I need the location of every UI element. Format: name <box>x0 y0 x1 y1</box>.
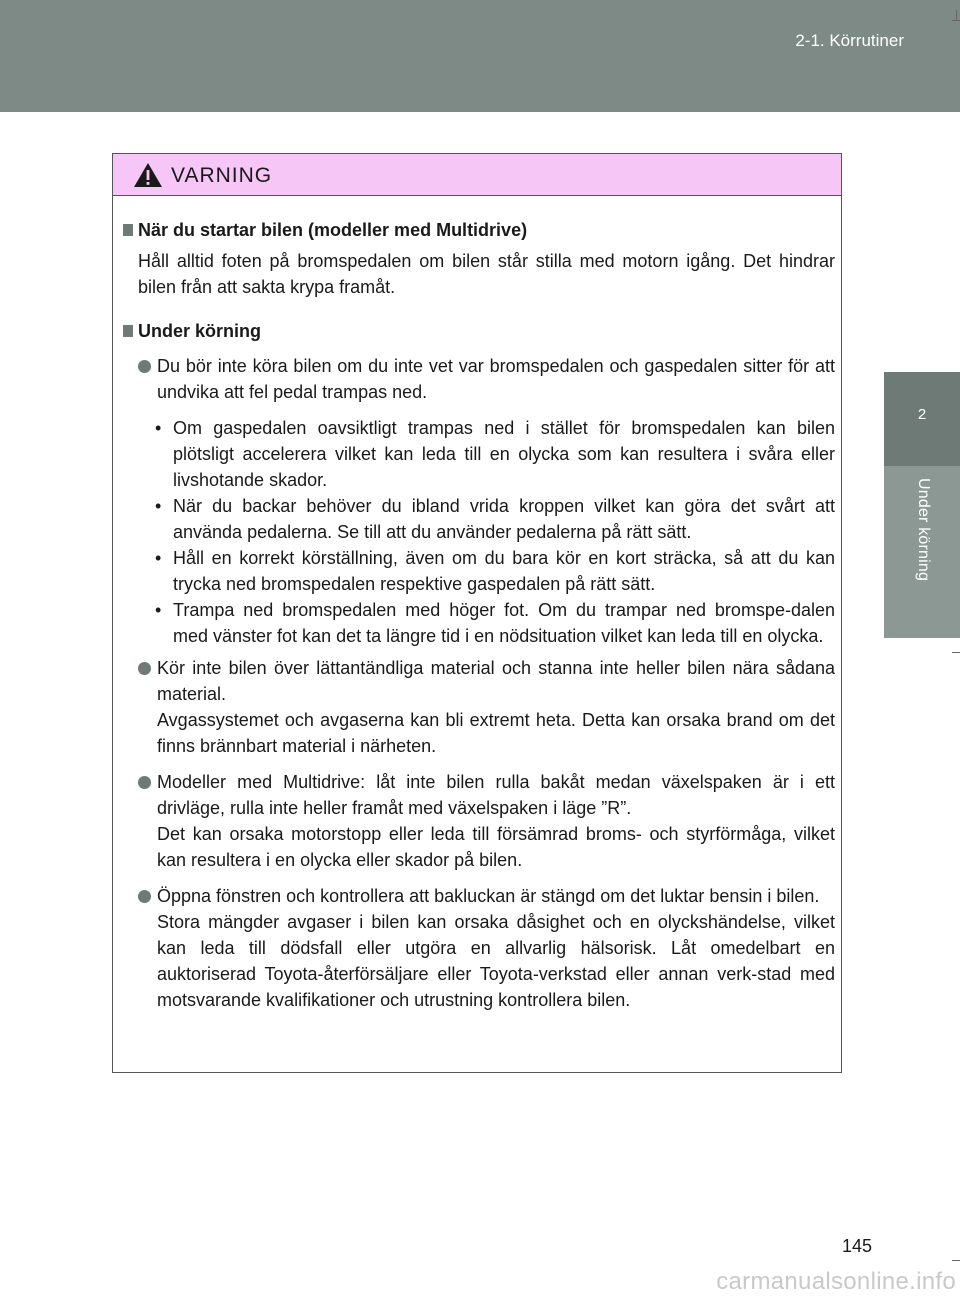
list-item-text: Modeller med Multidrive: låt inte bilen rulla bakåt medan växelspaken är i ett drivläge, rulla inte heller framåt med växelspaken i läge ”R”. <box>157 772 835 818</box>
crop-mark <box>952 1260 960 1261</box>
sub-bullet-icon: • <box>155 548 162 568</box>
sub-bullet-icon: • <box>155 600 162 620</box>
round-bullet-icon <box>138 662 151 675</box>
sub-list-item-text: Håll en korrekt körställning, även om du bara kör en kort sträcka, så att du kan trycka ned bromspedalen respektive gaspedalen på rätt sätt. <box>173 548 835 594</box>
section-heading <box>123 218 835 242</box>
list-item <box>123 883 835 1013</box>
sub-list-item-text: Trampa ned bromspedalen med höger fot. Om du trampar ned bromspe-dalen med vänster fot kan det ta längre tid i en nödsituation vilket kan leda till en olycka. <box>173 600 835 646</box>
round-bullet-icon <box>138 890 151 903</box>
list-item-text: Det kan orsaka motorstopp eller leda till försämrad broms- och styrförmåga, vilket kan resultera i en olycka eller skador på bilen. <box>157 824 835 870</box>
list-item <box>123 769 835 873</box>
section-heading-text: Under körning <box>138 321 262 341</box>
square-bullet-icon <box>123 224 133 236</box>
round-bullet-icon <box>138 360 151 373</box>
watermark: carmanualsonline.info <box>716 1268 956 1295</box>
sub-list-item <box>123 415 835 493</box>
warning-title: VARNING <box>171 164 273 187</box>
warning-header <box>113 154 841 196</box>
warning-box <box>112 153 842 1073</box>
round-bullet-icon <box>138 776 151 789</box>
chapter-section-title: 2-1. Körrutiner <box>795 31 904 50</box>
sub-list-item-text: När du backar behöver du ibland vrida kroppen vilket kan göra det svårt att använda pedalerna. Se till att du använder pedalerna på rätt sätt. <box>173 496 835 542</box>
list-item-text: Du bör inte köra bilen om du inte vet var bromspedalen och gaspedalen sitter för att undvika att fel pedal trampas ned. <box>157 356 835 402</box>
sub-bullet-icon: • <box>155 496 162 516</box>
section-starting <box>123 218 835 300</box>
list-item-text: Stora mängder avgaser i bilen kan orsaka dåsighet och en olyckshändelse, vilket kan leda till dödsfall eller utgöra en allvarlig hälsorisk. Låt omedelbart en auktoriserad Toyota-återförsäljare eller Toyota-verkstad eller annan verk-stad med motsvarande kvalifikationer och utrustning kontrollera bilen. <box>157 912 835 1010</box>
list-item <box>123 353 835 405</box>
list-item-text: Kör inte bilen över lättantändliga material och stanna inte heller bilen nära sådana material. <box>157 658 835 704</box>
section-driving <box>123 319 835 1013</box>
chapter-label: Under körning <box>915 478 932 582</box>
header-bar <box>0 0 960 112</box>
sub-list-item <box>123 545 835 597</box>
sub-bullet-icon: • <box>155 418 162 438</box>
chapter-tab-label-area <box>884 466 960 638</box>
warning-triangle-icon <box>133 162 163 188</box>
paragraph: Håll alltid foten på bromspedalen om bilen står stilla med motorn igång. Det hindrar bilen från att sakta krypa framåt. <box>138 251 835 297</box>
crop-mark <box>952 652 960 653</box>
list-item-text: Öppna fönstren och kontrollera att bakluckan är stängd om det luktar bensin i bilen. <box>157 886 820 906</box>
page-number: 145 <box>841 1236 872 1256</box>
section-heading-text: När du startar bilen (modeller med Multidrive) <box>138 220 528 240</box>
chapter-tab <box>884 372 960 466</box>
square-bullet-icon <box>123 325 133 337</box>
sub-list-item-text: Om gaspedalen oavsiktligt trampas ned i stället för bromspedalen kan bilen plötsligt accelerera vilket kan leda till en olycka som kan resultera i svåra eller livshotande skador. <box>173 418 835 490</box>
section-heading <box>123 319 835 343</box>
crop-mark <box>956 10 957 20</box>
crop-mark <box>952 20 960 21</box>
list-item-text: Avgassystemet och avgaserna kan bli extremt heta. Detta kan orsaka brand om det finns brännbart material i närheten. <box>157 710 835 756</box>
sub-list-item <box>123 493 835 545</box>
sub-list-item <box>123 597 835 649</box>
chapter-number: 2 <box>917 406 927 423</box>
list-item <box>123 655 835 759</box>
